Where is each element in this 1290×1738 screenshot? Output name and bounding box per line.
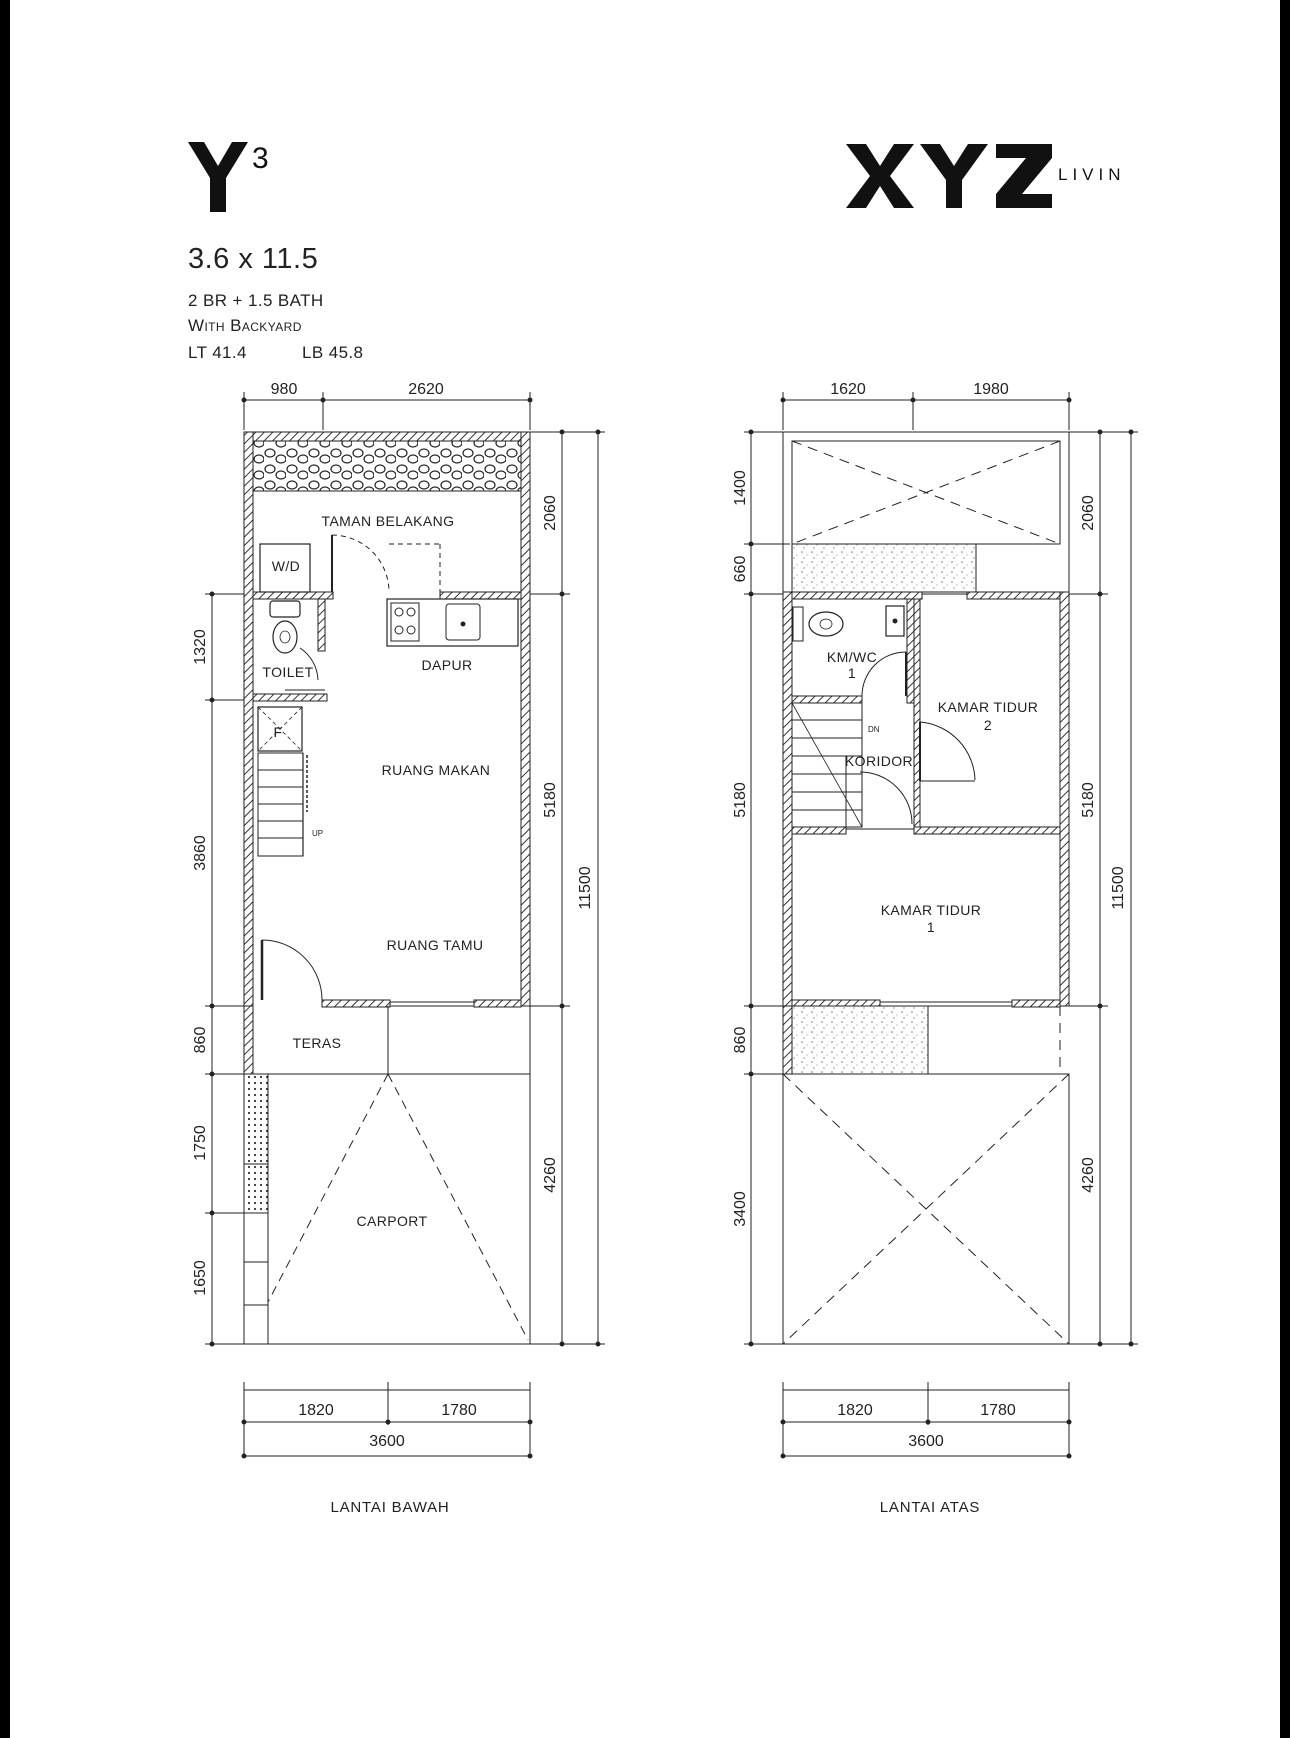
dim-label: 4260	[1080, 1157, 1097, 1193]
room-label-bedroom-1-number: 1	[926, 919, 936, 935]
room-label-toilet: TOILET	[262, 664, 314, 680]
dim-label: 4260	[542, 1157, 559, 1193]
room-label-bedroom-2: KAMAR TIDUR	[937, 699, 1039, 715]
room-label-laundry: W/D	[271, 558, 301, 574]
dim-label: 1780	[980, 1402, 1016, 1419]
ground-left-dimensions	[205, 592, 244, 1346]
dim-label: 2620	[408, 381, 444, 398]
dim-label: 2060	[1080, 495, 1097, 531]
dim-label: 11500	[1110, 866, 1127, 910]
dim-label: 11500	[577, 866, 594, 910]
dim-label: 1620	[830, 381, 866, 398]
dim-label: 860	[192, 1026, 209, 1054]
room-label-bedroom-2-number: 2	[983, 717, 993, 733]
dim-label: 5180	[732, 782, 749, 818]
stair-down-label: DN	[868, 725, 880, 734]
dim-label: 1820	[837, 1402, 873, 1419]
room-label-kitchen: DAPUR	[421, 657, 473, 673]
dim-label: 1980	[973, 381, 1009, 398]
garden-pebbles	[253, 441, 521, 491]
floor-caption-upper: LANTAI ATAS	[879, 1499, 981, 1516]
dim-label: 860	[732, 1026, 749, 1054]
dim-label: 5180	[1080, 782, 1097, 818]
room-label-corridor: KORIDOR	[844, 753, 914, 769]
fridge-label: F	[273, 724, 283, 740]
upper-right-dimensions	[1069, 430, 1138, 1346]
room-label-dining: RUANG MAKAN	[381, 762, 491, 778]
dim-label: 980	[270, 381, 298, 398]
room-label-carport: CARPORT	[356, 1213, 428, 1229]
dim-label: 3600	[908, 1433, 944, 1450]
upper-top-dimensions	[781, 392, 1071, 430]
dim-label: 3400	[732, 1191, 749, 1227]
room-label-bath: KM/WC	[826, 649, 878, 665]
upper-floor-plan	[744, 392, 1138, 1458]
dim-label: 660	[732, 555, 749, 583]
brand-suffix: LIVIN	[1058, 165, 1126, 184]
dim-label: 1780	[441, 1402, 477, 1419]
room-spec: 2 BR + 1.5 BATH	[188, 291, 324, 310]
dim-label: 1650	[192, 1260, 209, 1296]
dim-label: 3600	[369, 1433, 405, 1450]
building-area: LB 45.8	[302, 343, 364, 362]
ground-floor-plan	[205, 392, 605, 1458]
dim-label: 1750	[192, 1125, 209, 1161]
dim-label: 5180	[542, 782, 559, 818]
dim-label: 1820	[298, 1402, 334, 1419]
floor-caption-ground: LANTAI BAWAH	[330, 1499, 450, 1516]
backyard-spec: With Backyard	[188, 316, 302, 335]
room-label-garden: TAMAN BELAKANG	[321, 513, 455, 529]
room-label-living: RUANG TAMU	[386, 937, 484, 953]
land-area: LT 41.4	[188, 343, 247, 362]
plot-size: 3.6 x 11.5	[188, 243, 319, 275]
dim-label: 2060	[542, 495, 559, 531]
room-label-terrace: TERAS	[292, 1035, 342, 1051]
dim-label: 1400	[732, 470, 749, 506]
dim-label: 1320	[192, 629, 209, 665]
rear-roof-gravel	[792, 544, 976, 592]
model-superscript: 3	[252, 142, 269, 175]
room-label-bedroom-1: KAMAR TIDUR	[880, 902, 982, 918]
room-label-bath-number: 1	[847, 665, 857, 681]
stair-up-label: UP	[312, 829, 324, 838]
dim-label: 3860	[192, 835, 209, 871]
